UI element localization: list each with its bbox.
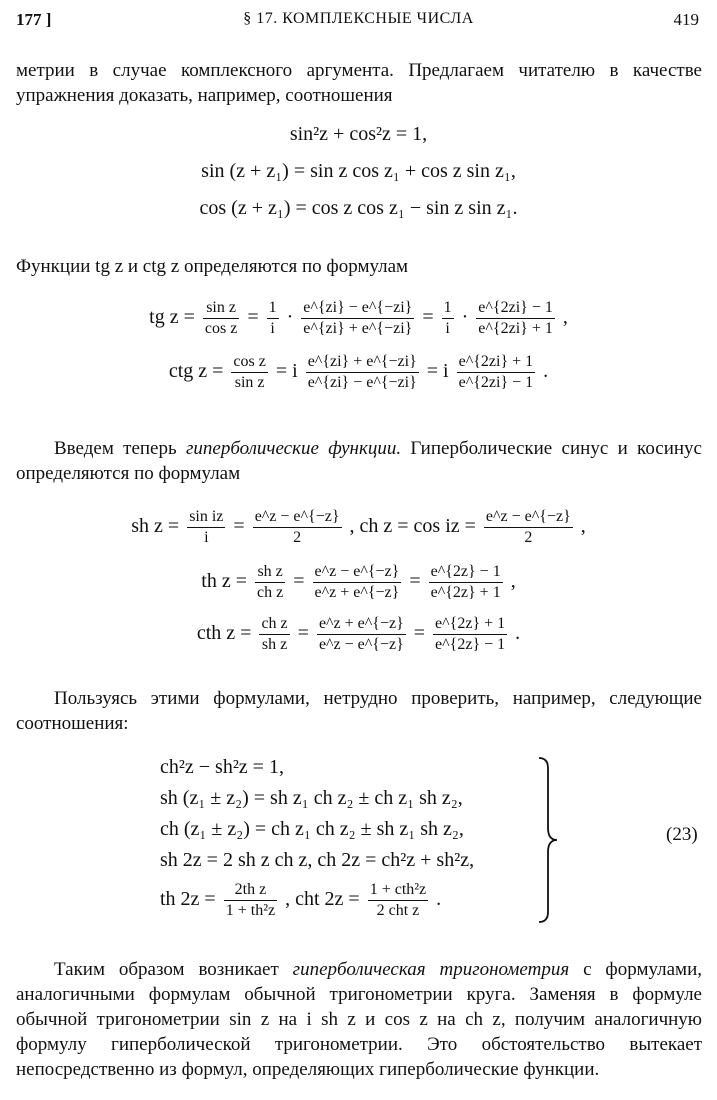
denominator: 1 + th²z — [225, 902, 276, 919]
denominator: ch z — [257, 584, 284, 601]
numerator: e^{2z} − 1 — [430, 563, 501, 580]
punctuation: . — [436, 888, 442, 911]
numerator: 1 — [268, 299, 277, 316]
denominator: e^{zi} − e^{−zi} — [307, 374, 417, 391]
emphasis: гиперболическая тригонометрия — [292, 959, 570, 980]
numerator: sin iz — [189, 508, 224, 525]
system-row-4: sh 2z = 2 sh z ch z, ch 2z = ch²z + sh²z, — [160, 849, 475, 871]
equals-sign: = — [413, 622, 426, 645]
numerator: e^{2z} + 1 — [435, 615, 506, 632]
fraction — [187, 507, 225, 548]
ch-definition: , ch z = cos iz = — [349, 515, 476, 538]
fraction — [267, 298, 279, 339]
fraction — [203, 298, 239, 339]
denominator: i — [442, 318, 454, 339]
equation-th — [0, 562, 717, 603]
numerator: e^{2zi} − 1 — [478, 299, 553, 316]
equals-sign: = — [293, 570, 305, 593]
numerator: sin z — [206, 299, 236, 316]
text-run: Гиперболические синус и косинус определяются по формулам — [16, 438, 702, 484]
system-row-2: sh (z₁ ± z₂) = sh z₁ ch z₂ ± ch z₁ sh z₂, — [160, 787, 463, 809]
denominator: 2 — [484, 527, 573, 548]
emphasis: гиперболические функции. — [185, 438, 402, 459]
system-row-3: ch (z₁ ± z₂) = ch z₁ ch z₂ ± sh z₁ sh z₂, — [160, 818, 464, 840]
denominator: e^{zi} + e^{−zi} — [303, 320, 413, 337]
numerator: 2th z — [234, 881, 267, 898]
system-row-1: ch²z − sh²z = 1, — [160, 756, 284, 778]
denominator: i — [267, 318, 279, 339]
fraction — [442, 298, 454, 339]
page-header-title: § 17. КОМПЛЕКСНЫЕ ЧИСЛА — [243, 10, 474, 27]
fraction — [476, 298, 555, 339]
numerator: 1 + cth²z — [369, 881, 427, 898]
fraction — [255, 562, 285, 603]
paragraph-2: Функции tg z и ctg z определяются по формулам — [16, 256, 409, 277]
text-run: с формулами, аналогичными формулам обычной тригонометрии круга. Заменяя в формуле обычной тригонометрии sin z на i sh z и cos z на ch z, получим аналогичную формулу гиперболической тригонометрии. Это обстоятельство вытекает непосредственно из формул, определяющих гиперболические функции. — [16, 959, 702, 1080]
fraction — [484, 507, 573, 548]
paragraph-1: метрии в случае комплексного аргумента. Предлагаем читателю в качестве упражнения доказать, например, соотношения — [16, 60, 702, 106]
equation-system — [160, 756, 560, 924]
denominator: e^{2z} + 1 — [430, 584, 501, 601]
numerator: e^z − e^{−z} — [485, 508, 571, 525]
numerator: sh z — [257, 563, 283, 580]
fraction — [301, 298, 414, 339]
equation-number: (23) — [666, 824, 698, 845]
denominator: e^z − e^{−z} — [318, 636, 404, 653]
punctuation: , — [510, 570, 516, 593]
punctuation: . — [543, 360, 549, 383]
denominator: e^z + e^{−z} — [314, 584, 400, 601]
text-run: Введем теперь — [54, 438, 186, 459]
page-number: 419 — [673, 10, 699, 29]
equals-sign: = — [247, 306, 259, 329]
numerator: e^{zi} − e^{−zi} — [303, 299, 413, 316]
equation-cos-sum: cos (z + z₁) = cos z cos z₁ − sin z sin z₁. — [199, 197, 518, 219]
equals-sign: = i — [275, 360, 298, 383]
equation-pythagorean: sin²z + cos²z = 1, — [289, 123, 428, 145]
punctuation: . — [515, 622, 521, 645]
equation-sin-sum: sin (z + z₁) = sin z cos z₁ + cos z sin z₁, — [201, 160, 516, 182]
right-brace — [535, 756, 561, 924]
punctuation: , — [562, 306, 568, 329]
equation-ctg — [0, 352, 717, 393]
fraction — [231, 352, 267, 393]
fraction — [224, 880, 277, 921]
equals-sign: = — [409, 570, 421, 593]
fraction — [313, 562, 402, 603]
equation-tg — [0, 298, 717, 339]
cth-lhs: cth z = — [196, 622, 252, 645]
text-run: Таким образом возникает — [54, 959, 293, 980]
fraction — [429, 562, 503, 603]
denominator: e^{2zi} − 1 — [458, 374, 534, 391]
ctg-lhs: ctg z = — [168, 360, 224, 383]
denominator: i — [187, 527, 225, 548]
numerator: e^{zi} + e^{−zi} — [307, 353, 417, 370]
paragraph-3 — [16, 436, 702, 486]
fraction — [433, 614, 507, 655]
numerator: e^z − e^{−z} — [254, 508, 340, 525]
equals-sign: = — [233, 515, 245, 538]
th2z-lhs: th 2z = — [160, 888, 216, 911]
fraction — [457, 352, 536, 393]
numerator: e^z − e^{−z} — [314, 563, 400, 580]
cht2z-lhs: , cht 2z = — [285, 888, 360, 911]
numerator: e^{2zi} + 1 — [458, 353, 534, 370]
numerator: e^z + e^{−z} — [318, 615, 404, 632]
punctuation: , — [580, 515, 586, 538]
equation-cth — [0, 614, 717, 655]
fraction — [317, 614, 406, 655]
numerator: cos z — [233, 353, 266, 370]
denominator: e^{2z} − 1 — [435, 636, 506, 653]
th-lhs: th z = — [201, 570, 248, 593]
paragraph-5 — [16, 957, 702, 1082]
fraction — [259, 614, 289, 655]
tg-lhs: tg z = — [149, 306, 195, 329]
system-row-5 — [160, 880, 560, 924]
denominator: sin z — [231, 372, 267, 393]
fraction — [306, 352, 419, 393]
equals-sign: = — [422, 306, 434, 329]
denominator: 2 — [253, 527, 342, 548]
fraction — [368, 880, 428, 921]
denominator: cos z — [204, 320, 238, 337]
dot-operator: · — [461, 306, 469, 329]
denominator: sh z — [259, 634, 289, 655]
dot-operator: · — [286, 306, 294, 329]
sh-lhs: sh z = — [131, 515, 180, 538]
equals-sign: = — [297, 622, 309, 645]
numerator: ch z — [261, 615, 288, 632]
numerator: 1 — [443, 299, 452, 316]
denominator: 2 cht z — [368, 900, 428, 921]
paragraph-4: Пользуясь этими формулами, нетрудно проверить, например, следующие соотношения: — [16, 688, 702, 734]
equals-sign: = i — [426, 360, 449, 383]
page-header-left: 177 ] — [16, 10, 52, 29]
denominator: e^{2zi} + 1 — [478, 320, 553, 337]
equation-sh-ch — [0, 507, 717, 548]
fraction — [253, 507, 342, 548]
